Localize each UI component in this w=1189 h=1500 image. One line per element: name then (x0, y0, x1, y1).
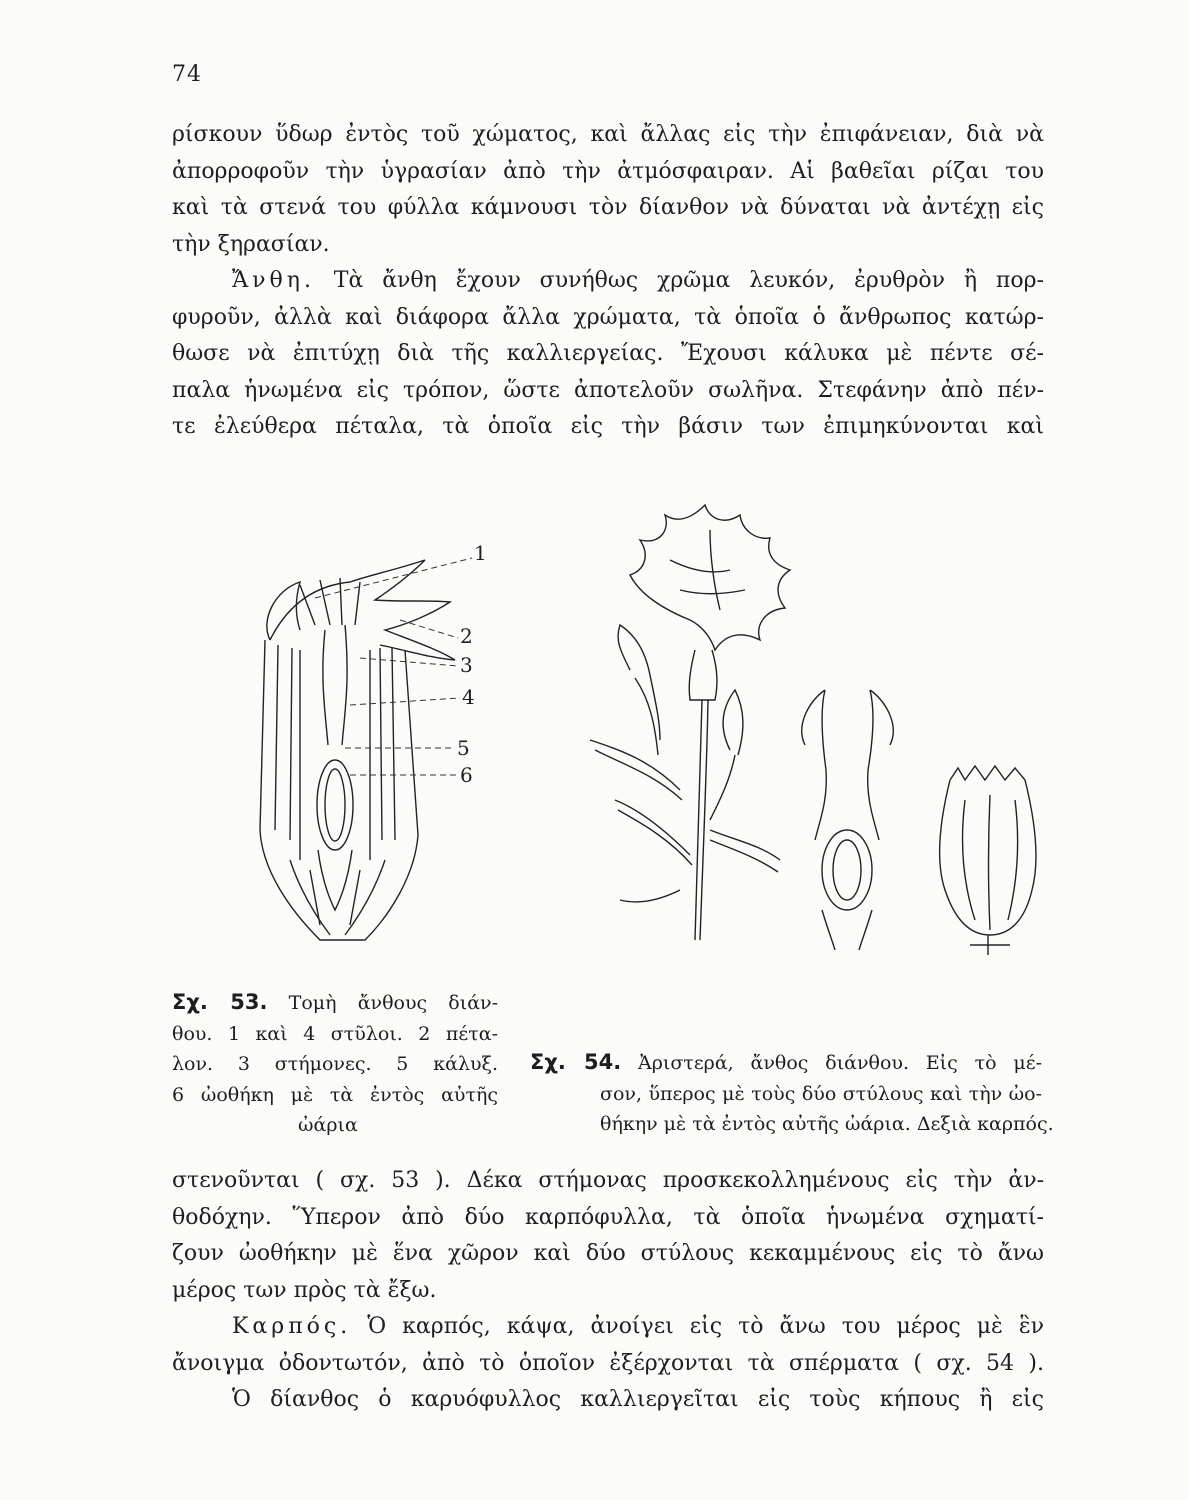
caption-line: σον, ὕπερος μὲ τοὺς δύο στύλους καὶ τὴν ὠο- (600, 1082, 1042, 1105)
text-line: τὴν ξηρασίαν. (172, 231, 330, 257)
text-line: ζουν ὠοθήκην μὲ ἕνα χῶρον καὶ δύο στύλους κεκαμμένους εἰς τὸ ἄνω (172, 1241, 1044, 1266)
text-line: καὶ τὰ στενά του φύλλα κάμνουσι τὸν δίανθον νὰ δύναται νὰ ἀντέχῃ εἰς (172, 195, 1044, 220)
caption-line: 6 ὠοθήκη μὲ τὰ ἐντὸς αὐτῆς (172, 1083, 498, 1106)
caption-line: ὠάρια (298, 1114, 358, 1136)
anthi-first-line-text: Τὰ ἄνθη ἔχουν συνήθως χρῶμα λευκόν, ἐρυθρὸν ἢ πορ- (314, 268, 1044, 293)
caption-54-label: Σχ. 54. (530, 1050, 622, 1074)
karpos-first-line (172, 1309, 1044, 1346)
caption-53-first-line (172, 987, 498, 1019)
karpos-first-line-text: Ὁ καρπός, κάψα, ἀνοίγει εἰς τὸ ἄνω του μέρος μὲ ἓν (351, 1314, 1044, 1339)
karpos-heading: Καρπός. (232, 1314, 352, 1339)
text-line: τε ἐλεύθερα πέταλα, τὰ ὁποῖα εἰς τὴν βάσιν των ἐπιμηκύνονται καὶ (172, 414, 1044, 439)
bottom-text-block (172, 1163, 1044, 1419)
caption-line: θου. 1 καὶ 4 στῦλοι. 2 πέτα- (172, 1022, 498, 1045)
text-line: ρίσκουν ὕδωρ ἐντὸς τοῦ χώματος, καὶ ἄλλας εἰς τὴν ἐπιφάνειαν, διὰ νὰ (172, 122, 1044, 147)
top-text-block (172, 117, 1044, 446)
text-line: παλα ἡνωμένα εἰς τρόπον, ὥστε ἀποτελοῦν σωλῆνα. Στεφάνην ἀπὸ πέν- (172, 377, 1044, 403)
figure-label-2: 2 (460, 624, 473, 648)
caption-figure-53 (172, 987, 498, 1141)
caption-54-first-line (530, 1047, 1042, 1079)
caption-figure-54 (530, 1047, 1054, 1140)
text-line: ἄνοιγμα ὀδοντωτόν, ἀπὸ τὸ ὁποῖον ἐξέρχονται τὰ σπέρματα ( σχ. 54 ). (172, 1350, 1044, 1376)
caption-53-first-line-text: Τομὴ ἄνθους διάν- (267, 992, 498, 1014)
figure-53-flower-section (200, 530, 500, 950)
figure-label-5: 5 (457, 736, 470, 760)
figure-54-carnation (570, 500, 1040, 960)
figure-label-6: 6 (460, 763, 473, 787)
text-line: μέρος των πρὸς τὰ ἔξω. (172, 1277, 437, 1303)
text-line: Ὁ δίανθος ὁ καρυόφυλλος καλλιεργεῖται εἰς τοὺς κήπους ἢ εἰς (232, 1387, 1044, 1412)
caption-53-label: Σχ. 53. (172, 990, 268, 1014)
text-line: θωσε νὰ ἐπιτύχῃ διὰ τῆς καλλιεργείας. Ἔχουσι κάλυκα μὲ πέντε σέ- (172, 341, 1044, 366)
caption-54-first-line-text: Ἀριστερά, ἄνθος διάνθου. Εἰς τὸ μέ- (621, 1052, 1042, 1074)
caption-line: θήκην μὲ τὰ ἐντὸς αὐτῆς ὠάρια. Δεξιὰ καρπός. (600, 1113, 1054, 1135)
text-line: φυροῦν, ἀλλὰ καὶ διάφορα ἄλλα χρώματα, τὰ ὁποῖα ὁ ἄνθρωπος κατώρ- (172, 304, 1044, 330)
text-line: ἀπορροφοῦν τὴν ὑγρασίαν ἀπὸ τὴν ἀτμόσφαιραν. Αἱ βαθεῖαι ρίζαι του (172, 158, 1044, 184)
anthi-heading: Ἄνθη. (232, 268, 315, 293)
anthi-first-line (172, 263, 1044, 300)
figure-label-1: 1 (474, 541, 487, 565)
text-line: θοδόχην. Ὕπερον ἀπὸ δύο καρπόφυλλα, τὰ ὁποῖα ἡνωμένα σχηματί- (172, 1204, 1044, 1230)
figure-label-4: 4 (462, 685, 475, 709)
page-number: 74 (172, 62, 202, 87)
figure-label-3: 3 (460, 653, 473, 677)
text-line: στενοῦνται ( σχ. 53 ). Δέκα στήμονας προσκεκολλημένους εἰς τὴν ἀν- (172, 1168, 1044, 1193)
caption-line: λον. 3 στήμονες. 5 κάλυξ. (172, 1053, 498, 1075)
